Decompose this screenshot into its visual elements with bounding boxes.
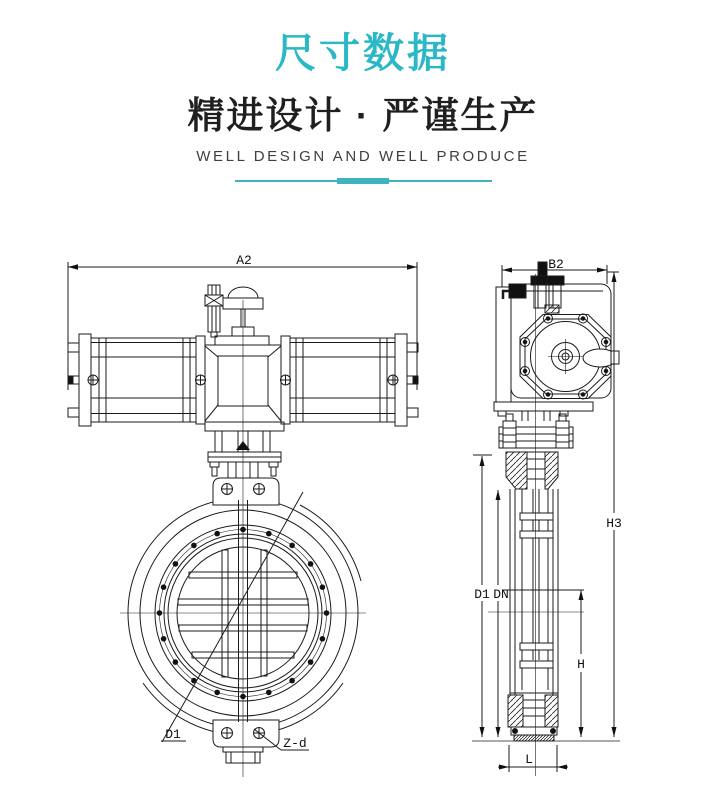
page-title: 尺寸数据 — [275, 30, 451, 76]
dim-label-l: L — [525, 752, 533, 767]
dimension-dn — [496, 490, 501, 737]
dim-label-h3: H3 — [606, 516, 622, 531]
dim-label-b2: B2 — [548, 257, 564, 272]
dim-label-a2: A2 — [236, 253, 252, 268]
actuator-yoke — [205, 422, 284, 478]
actuator-left-cylinder — [68, 334, 196, 426]
front-view-drawing — [68, 262, 418, 777]
dim-label-dn: DN — [493, 587, 509, 602]
actuator-right-cylinder — [290, 334, 418, 426]
gland-flange-side — [499, 414, 573, 489]
valve-bottom-bracket — [213, 720, 279, 763]
dimension-l — [498, 745, 568, 772]
dimension-a2 — [68, 262, 417, 390]
page-subtitle: 精进设计 · 严谨生产 — [187, 95, 539, 137]
air-filter-unit — [205, 285, 223, 337]
dim-label-d1-front: D1 — [165, 727, 181, 742]
valve-top-bracket — [213, 478, 279, 505]
valve-flange-front — [128, 498, 361, 735]
dim-label-zd: Z-d — [283, 736, 307, 751]
dim-label-h: H — [577, 657, 585, 672]
valve-bottom-cap — [472, 693, 620, 741]
dim-label-d1-side: D1 — [474, 587, 490, 602]
mounting-bracket-side — [494, 402, 593, 421]
page-tagline: WELL DESIGN AND WELL PRODUCE — [196, 147, 530, 165]
side-view-drawing — [472, 262, 620, 776]
